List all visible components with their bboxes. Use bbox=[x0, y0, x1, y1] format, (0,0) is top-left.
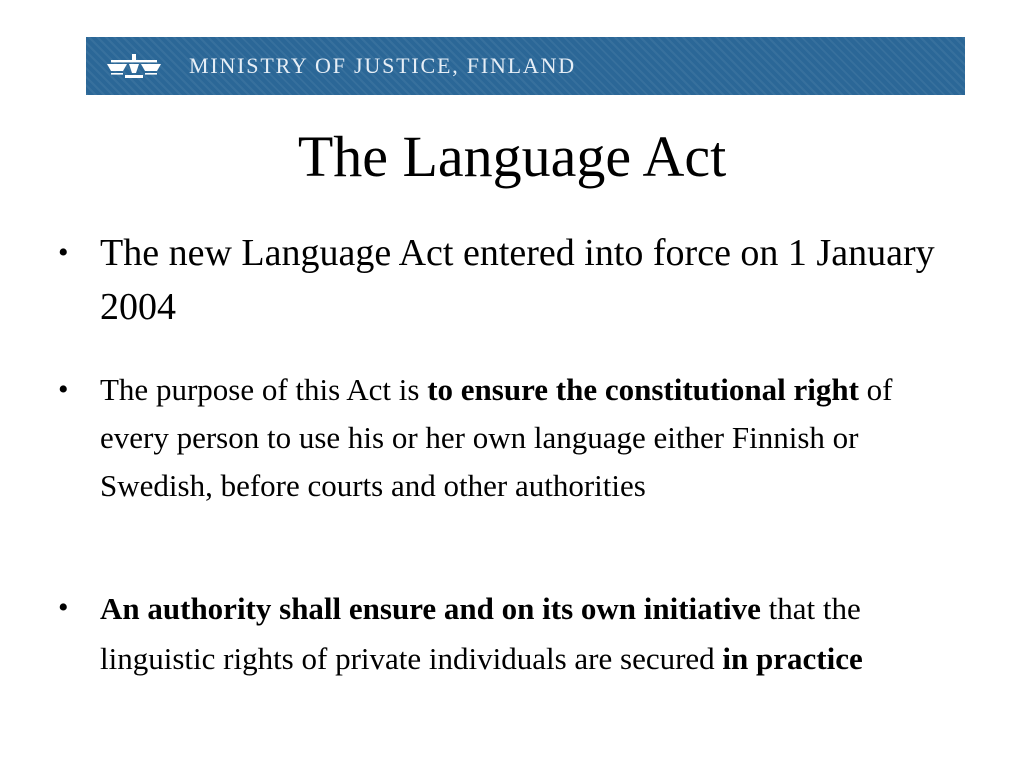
bullet-icon: • bbox=[58, 373, 69, 406]
slide-title: The Language Act bbox=[297, 124, 727, 189]
scales-of-justice-icon bbox=[105, 54, 163, 80]
bullet-icon: • bbox=[58, 591, 69, 624]
bullet-text-bold-part: An authority shall ensure and on its own initiative bbox=[100, 591, 761, 626]
bullet-text bbox=[100, 584, 945, 684]
bullet-text-bold-part: in practice bbox=[722, 641, 863, 676]
bullet-text bbox=[100, 226, 960, 334]
bullet-text-part: that the linguistic rights of private individuals are secured bbox=[100, 591, 861, 676]
bullet-text-part: The purpose of this Act is bbox=[100, 372, 428, 407]
header-banner bbox=[86, 37, 965, 95]
bullet-text-part: The new Language Act entered into force on 1 January 2004 bbox=[100, 232, 935, 328]
bullet-text bbox=[100, 366, 945, 510]
bullet-icon: • bbox=[58, 236, 69, 269]
bullet-text-part: of every person to use his or her own language either Finnish or Swedish, before courts and other authorities bbox=[100, 372, 893, 503]
banner-title: MINISTRY OF JUSTICE, FINLAND bbox=[189, 53, 576, 78]
bullet-text-bold-part: to ensure the constitutional right bbox=[427, 372, 859, 407]
